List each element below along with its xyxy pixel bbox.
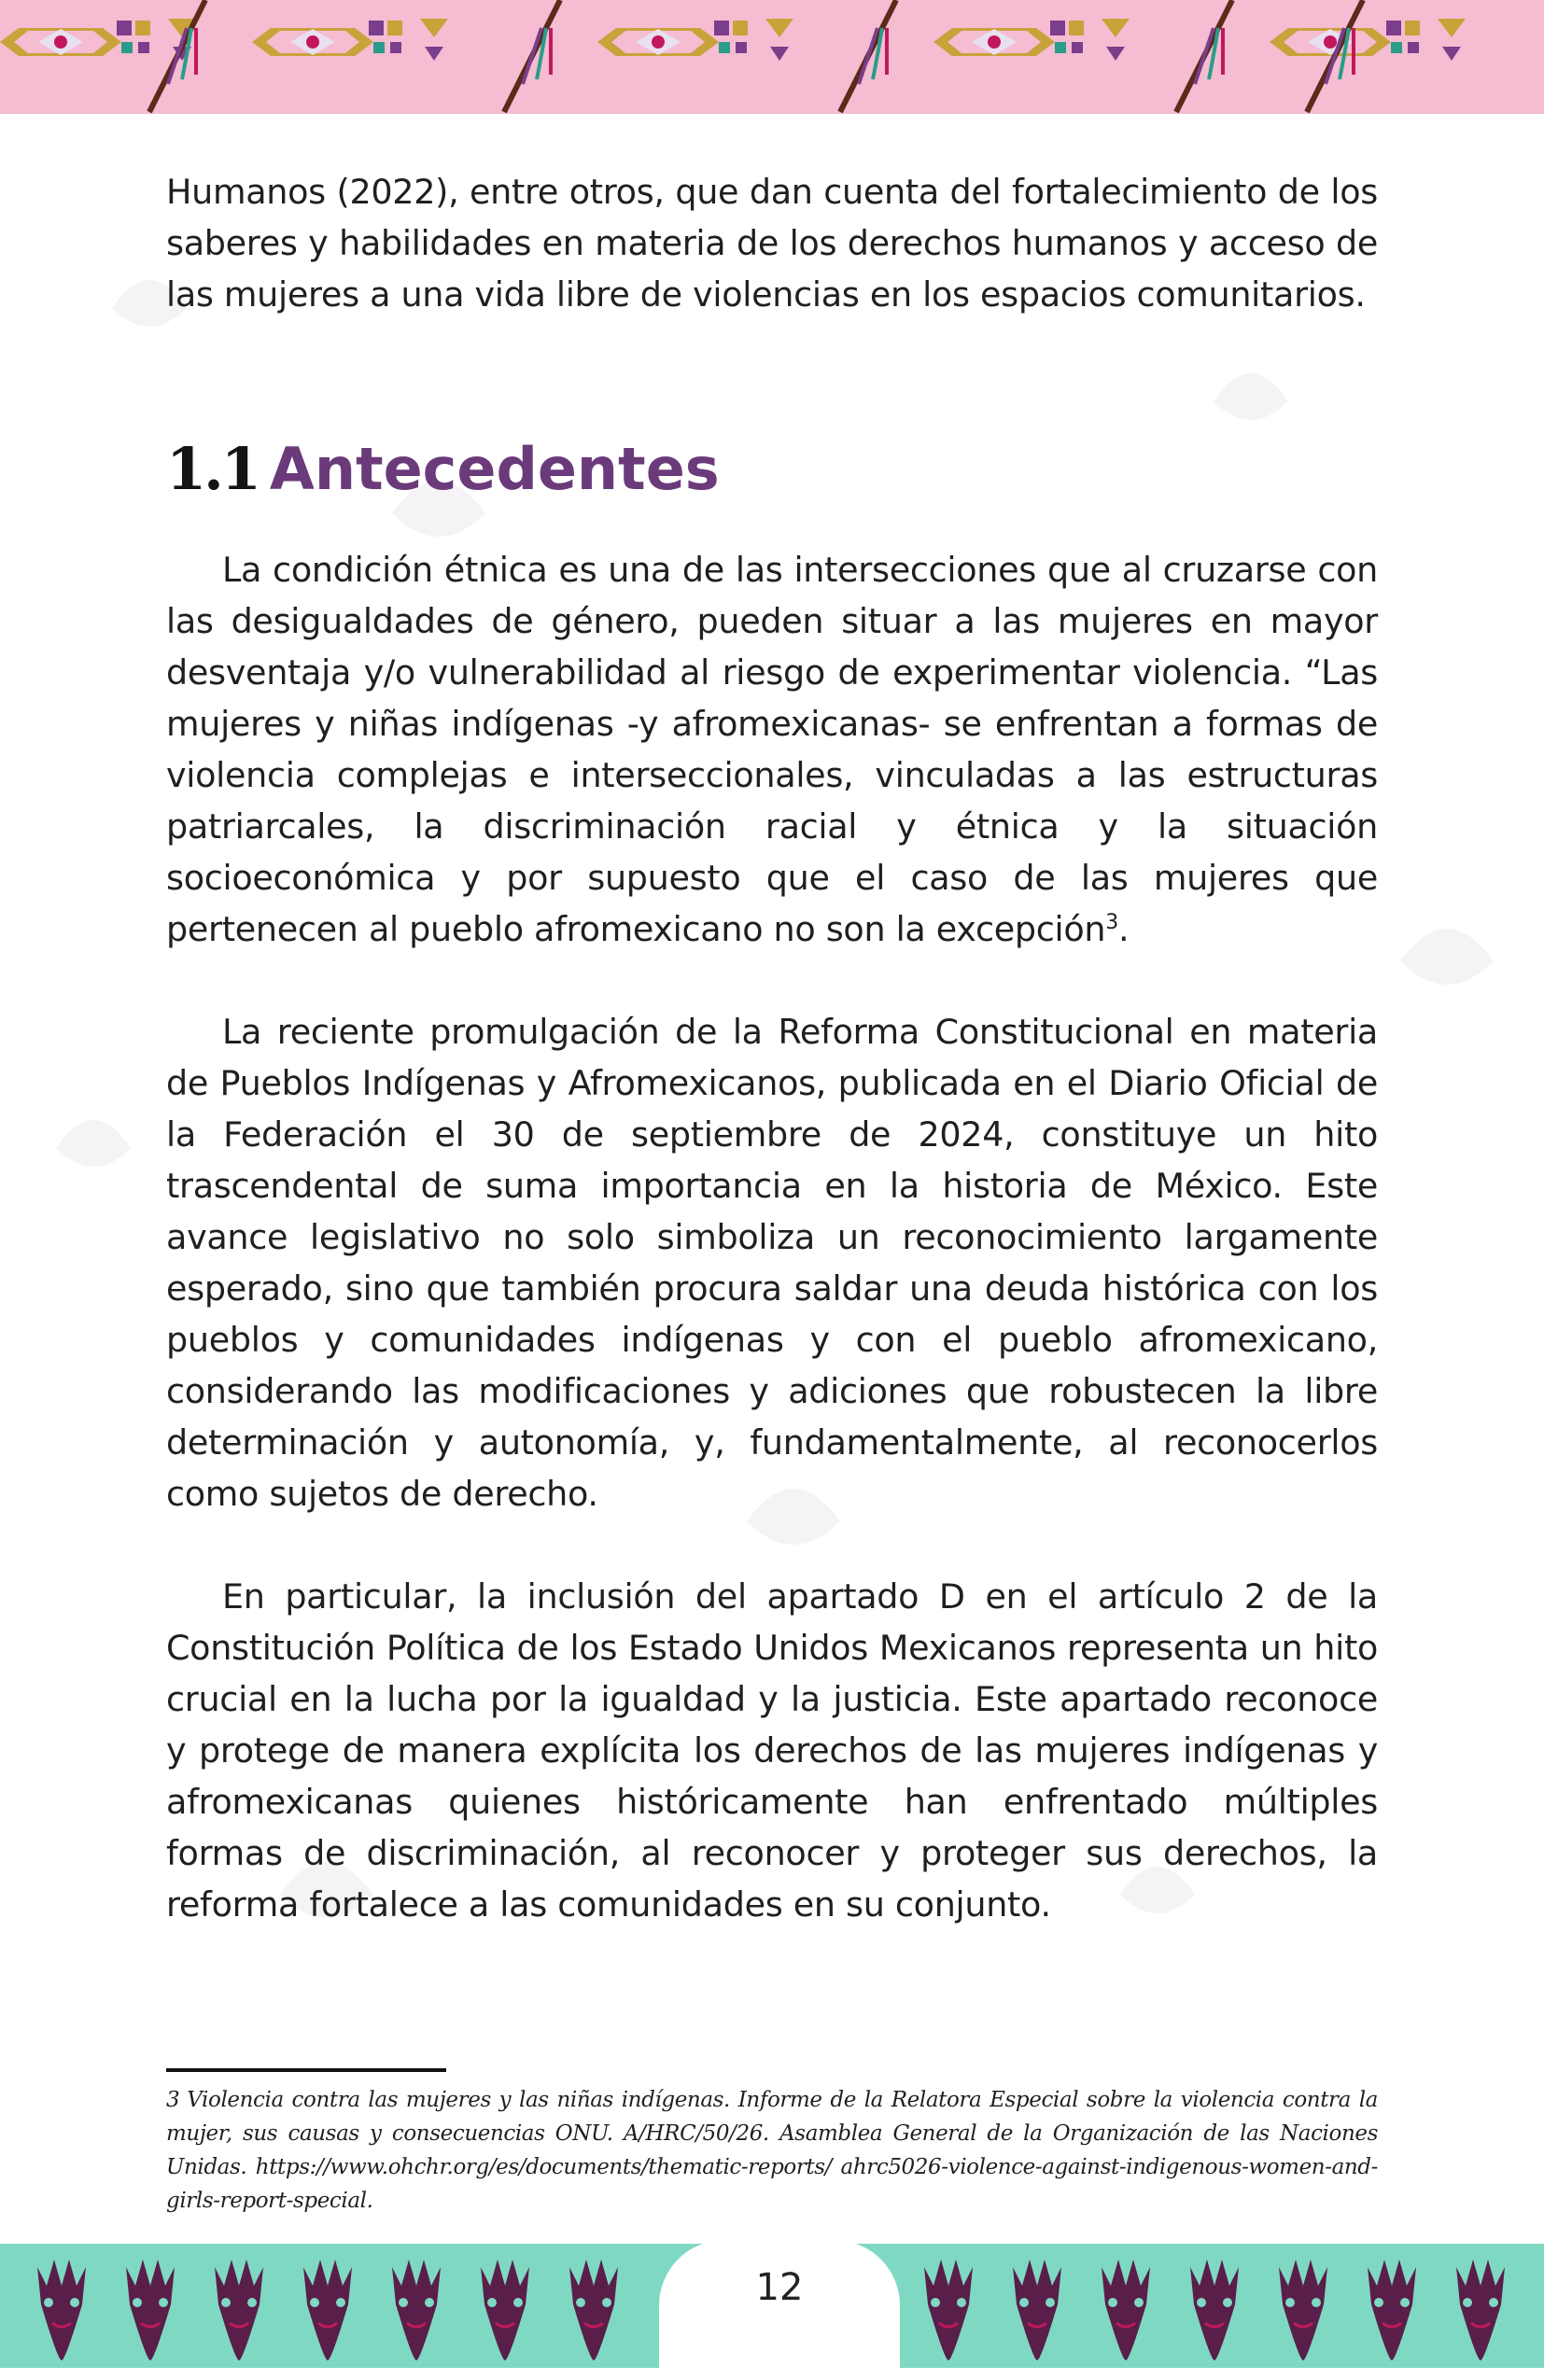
embroidered-diamond-motif — [0, 19, 1466, 61]
paragraph-text: La condición étnica es una de las intersecciones que al cruzarse con las desigualdades de género, pueden situar a las mujeres en mayor desventaja y/o vulnerabilidad al riesgo de experimentar violencia. “Las mujeres y niñas indígenas -y afromexicanas- se enfrentan a formas de violencia complejas e interseccionales, vinculadas a las estructuras patriarcales, la discriminación racial y étnica y la situación socioeconómica y por supuesto que el caso de las mujeres que pertenecen al pueblo afromexicano no son la excepción — [166, 550, 1378, 949]
footnote-divider — [166, 2068, 446, 2072]
intro-paragraph: Humanos (2022), entre otros, que dan cuenta del fortalecimiento de los saberes y habilidades en materia de los derechos humanos y acceso de las mujeres a una vida libre de violencias en los espacios comunitarios. — [166, 172, 1378, 315]
footnote-text: Violencia contra las mujeres y las niñas indígenas. Informe de la Relatora Especial sobre la violencia contra la mujer, sus causas y consecuencias ONU. A/HRC/50/26. Asamblea General de la Organización de las Naciones Unidas. https://www.ohchr.org/es/documents/thematic-reports/ ahrc5026-violence-against-indigenous-women-and-girls-report-special. — [166, 2088, 1378, 2213]
paragraph-end: . — [1117, 909, 1130, 949]
top-decorative-band — [0, 0, 1544, 114]
footnote — [166, 2083, 1378, 2218]
page-number-tab — [659, 2240, 900, 2380]
page-number: 12 — [755, 2266, 804, 2309]
section-heading — [166, 432, 1378, 507]
footnote-reference[interactable]: 3 — [1105, 910, 1118, 934]
section-number: 1.1 — [166, 435, 259, 503]
paragraph-article-2: En particular, la inclusión del apartado D en el artículo 2 de la Constitución Política de los Estado Unidos Mexicanos representa un hito crucial en la lucha por la igualdad y la justicia. Este apartado reconoce y protege de manera explícita los derechos de las mujeres indígenas y afromexicanas quienes históricamente han enfrentado múltiples formas de discriminación, al reconocer y proteger sus derechos, la reforma fortalece a las comunidades en su conjunto. — [166, 1576, 1378, 1925]
paragraph-constitutional-reform: La reciente promulgación de la Reforma Constitucional en materia de Pueblos Indígenas y Afromexicanos, publicada en el Diario Oficial de la Federación el 30 de septiembre de 2024, constituye un hito trascendental de suma importancia en la historia de México. Este avance legislativo no solo simboliza un reconocimiento largamente esperado, sino que también procura saldar una deuda histórica con los pueblos y comunidades indígenas y con el pueblo afromexicano, considerando las modificaciones y adiciones que robustecen la libre determinación y autonomía, y, fundamentalmente, al reconocerlos como sujetos de derecho. — [166, 1012, 1378, 1514]
page-content — [166, 166, 1378, 1930]
section-title: Antecedentes — [269, 435, 720, 503]
paragraph-ethnic-condition — [166, 544, 1378, 955]
footnote-number: 3 — [166, 2088, 180, 2112]
